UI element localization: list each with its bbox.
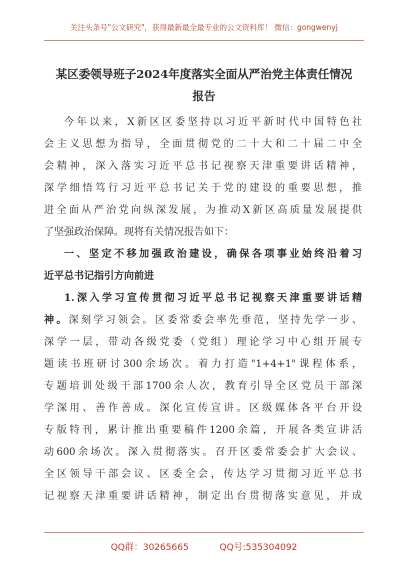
footer-qq-number: QQ号:535304092 (219, 543, 298, 553)
paragraph-line: 学深用、善作善成。深化宣传宣讲。区级媒体各平台开设 (44, 403, 362, 414)
paragraph-line: 专题培训处级干部1700余人次，教育引导全区党员干部深 (44, 381, 362, 392)
document-body (44, 112, 362, 508)
section-heading-continued: 近平总书记指引方向前进 (44, 271, 154, 282)
paragraph-line: 全区领导干部会议、区委全会，传达学习贯彻习近平总书 (44, 469, 362, 480)
paragraph-line: 了坚强政治保障。现将有关情况报告如下： (44, 227, 234, 238)
paragraph-line: 进全面从严治党向纵深发展，为推动X新区高质量发展提供 (44, 205, 362, 216)
paragraph-line: 深学一层，带动各级党委（党组）理论学习中心组开展专 (44, 337, 362, 348)
document-title: 某区委领导班子2024年度落实全面从严治党主体责任情况 (55, 67, 353, 81)
paragraph-line: 记视察天津重要讲话精神，制定出台贯彻落实意见，并成 (44, 491, 362, 502)
subsection-heading-end: 神。 (44, 315, 69, 326)
subsection-text: 深刻学习领会。区委常委会率先垂范，坚持先学一步、 (68, 315, 362, 326)
footer-divider (44, 532, 364, 533)
paragraph-line: 专版特刊，累计推出重要稿件1200余篇，开展各类宣讲活 (44, 425, 362, 436)
paragraph-line: 题读书班研讨300余场次。着力打造"1+4+1"课程体系， (44, 359, 362, 370)
footer-contacts (0, 540, 408, 553)
header-divider (44, 40, 364, 41)
paragraph-line: 会精神，深入落实习近平总书记视察天津重要讲话精神， (44, 161, 362, 172)
subsection-line (44, 310, 362, 332)
header-banner: 关注头条号"公文研究"，获得最新最全最专业的公文资料库！ 微信：gongwenyj (70, 23, 338, 32)
subsection-heading: 1.深入学习宣传贯彻习近平总书记视察天津重要讲话精 (64, 293, 362, 304)
document-title-continued: 报告 (192, 89, 216, 103)
section-heading: 一、坚定不移加强政治建设，确保各项事业始终沿着习 (64, 249, 362, 260)
footer-qq-group: QQ群：30265665 (110, 543, 189, 553)
paragraph-line: 会主义思想为指导，全面贯彻党的二十大和二十届二中全 (44, 139, 362, 150)
paragraph-line: 今年以来，X新区区委坚持以习近平新时代中国特色社 (64, 117, 362, 128)
paragraph-line: 动600余场次。深入贯彻落实。召开区委常委会扩大会议、 (44, 447, 362, 458)
paragraph-line: 深学细悟笃行习近平总书记关于党的建设的重要思想，推 (44, 183, 362, 194)
